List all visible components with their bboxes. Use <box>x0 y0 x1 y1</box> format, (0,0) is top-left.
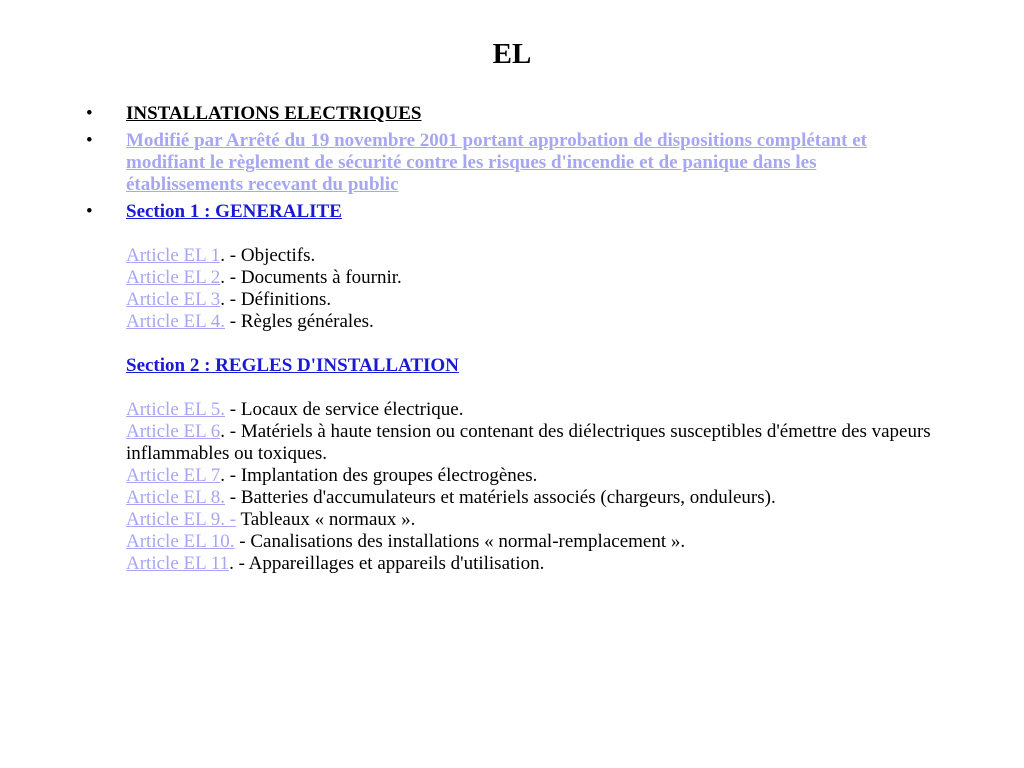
bullet-icon: • <box>86 201 93 222</box>
article-el-7-desc: . - Implantation des groupes électrogènes. <box>220 465 538 486</box>
article-row <box>126 465 936 487</box>
article-el-7-link[interactable]: Article EL 7 <box>126 465 221 486</box>
list-item-arrete <box>86 130 936 196</box>
bullet-icon: • <box>86 130 93 151</box>
article-el-8-link[interactable]: Article EL 8. <box>126 487 226 508</box>
article-el-11-desc: . - Appareillages et appareils d'utilisation. <box>229 553 545 574</box>
article-row <box>126 399 936 421</box>
list-item-section-1 <box>86 201 936 575</box>
article-row <box>126 289 936 311</box>
list-item-installations <box>86 103 936 125</box>
article-el-2-desc: . - Documents à fournir. <box>220 267 402 288</box>
article-row <box>126 267 936 289</box>
content-list <box>86 103 936 580</box>
article-el-10-desc: - Canalisations des installations « normal-remplacement ». <box>234 531 686 552</box>
article-el-4-desc: - Règles générales. <box>225 311 374 332</box>
article-el-3-desc: . - Définitions. <box>220 289 332 310</box>
arrete-link[interactable]: Modifié par Arrêté du 19 novembre 2001 portant approbation de dispositions complétant et modifiant le règlement de sécurité contre les risques d'incendie et de panique dans les établissements recevant du public <box>126 130 868 195</box>
section-body <box>126 245 936 575</box>
article-row <box>126 311 936 333</box>
article-el-4-link[interactable]: Article EL 4. <box>126 311 226 332</box>
section-2-link[interactable]: Section 2 : REGLES D'INSTALLATION <box>126 355 459 376</box>
article-el-10-link[interactable]: Article EL 10. <box>126 531 235 552</box>
article-el-6-desc: . - Matériels à haute tension ou contenant des diélectriques susceptibles d'émettre des vapeurs inflammables ou toxiques. <box>126 421 931 464</box>
article-row <box>126 421 936 465</box>
article-el-9-desc: Tableaux « normaux ». <box>236 509 416 530</box>
article-row <box>126 245 936 267</box>
article-el-8-desc: - Batteries d'accumulateurs et matériels associés (chargeurs, onduleurs). <box>225 487 776 508</box>
page-title: EL <box>492 38 532 70</box>
article-row <box>126 553 936 575</box>
article-el-1-link[interactable]: Article EL 1 <box>126 245 221 266</box>
article-row <box>126 509 936 531</box>
article-el-5-link[interactable]: Article EL 5. <box>126 399 226 420</box>
bullet-icon: • <box>86 103 93 124</box>
article-el-11-link[interactable]: Article EL 11 <box>126 553 230 574</box>
article-el-3-link[interactable]: Article EL 3 <box>126 289 221 310</box>
article-el-1-desc: . - Objectifs. <box>220 245 316 266</box>
heading-installations-electriques: INSTALLATIONS ELECTRIQUES <box>126 103 422 124</box>
section-1-link[interactable]: Section 1 : GENERALITE <box>126 201 342 222</box>
article-el-9-link[interactable]: Article EL 9. - <box>126 509 237 530</box>
article-el-2-link[interactable]: Article EL 2 <box>126 267 221 288</box>
article-row <box>126 487 936 509</box>
article-el-6-link[interactable]: Article EL 6 <box>126 421 221 442</box>
article-el-5-desc: - Locaux de service électrique. <box>225 399 464 420</box>
article-row <box>126 531 936 553</box>
